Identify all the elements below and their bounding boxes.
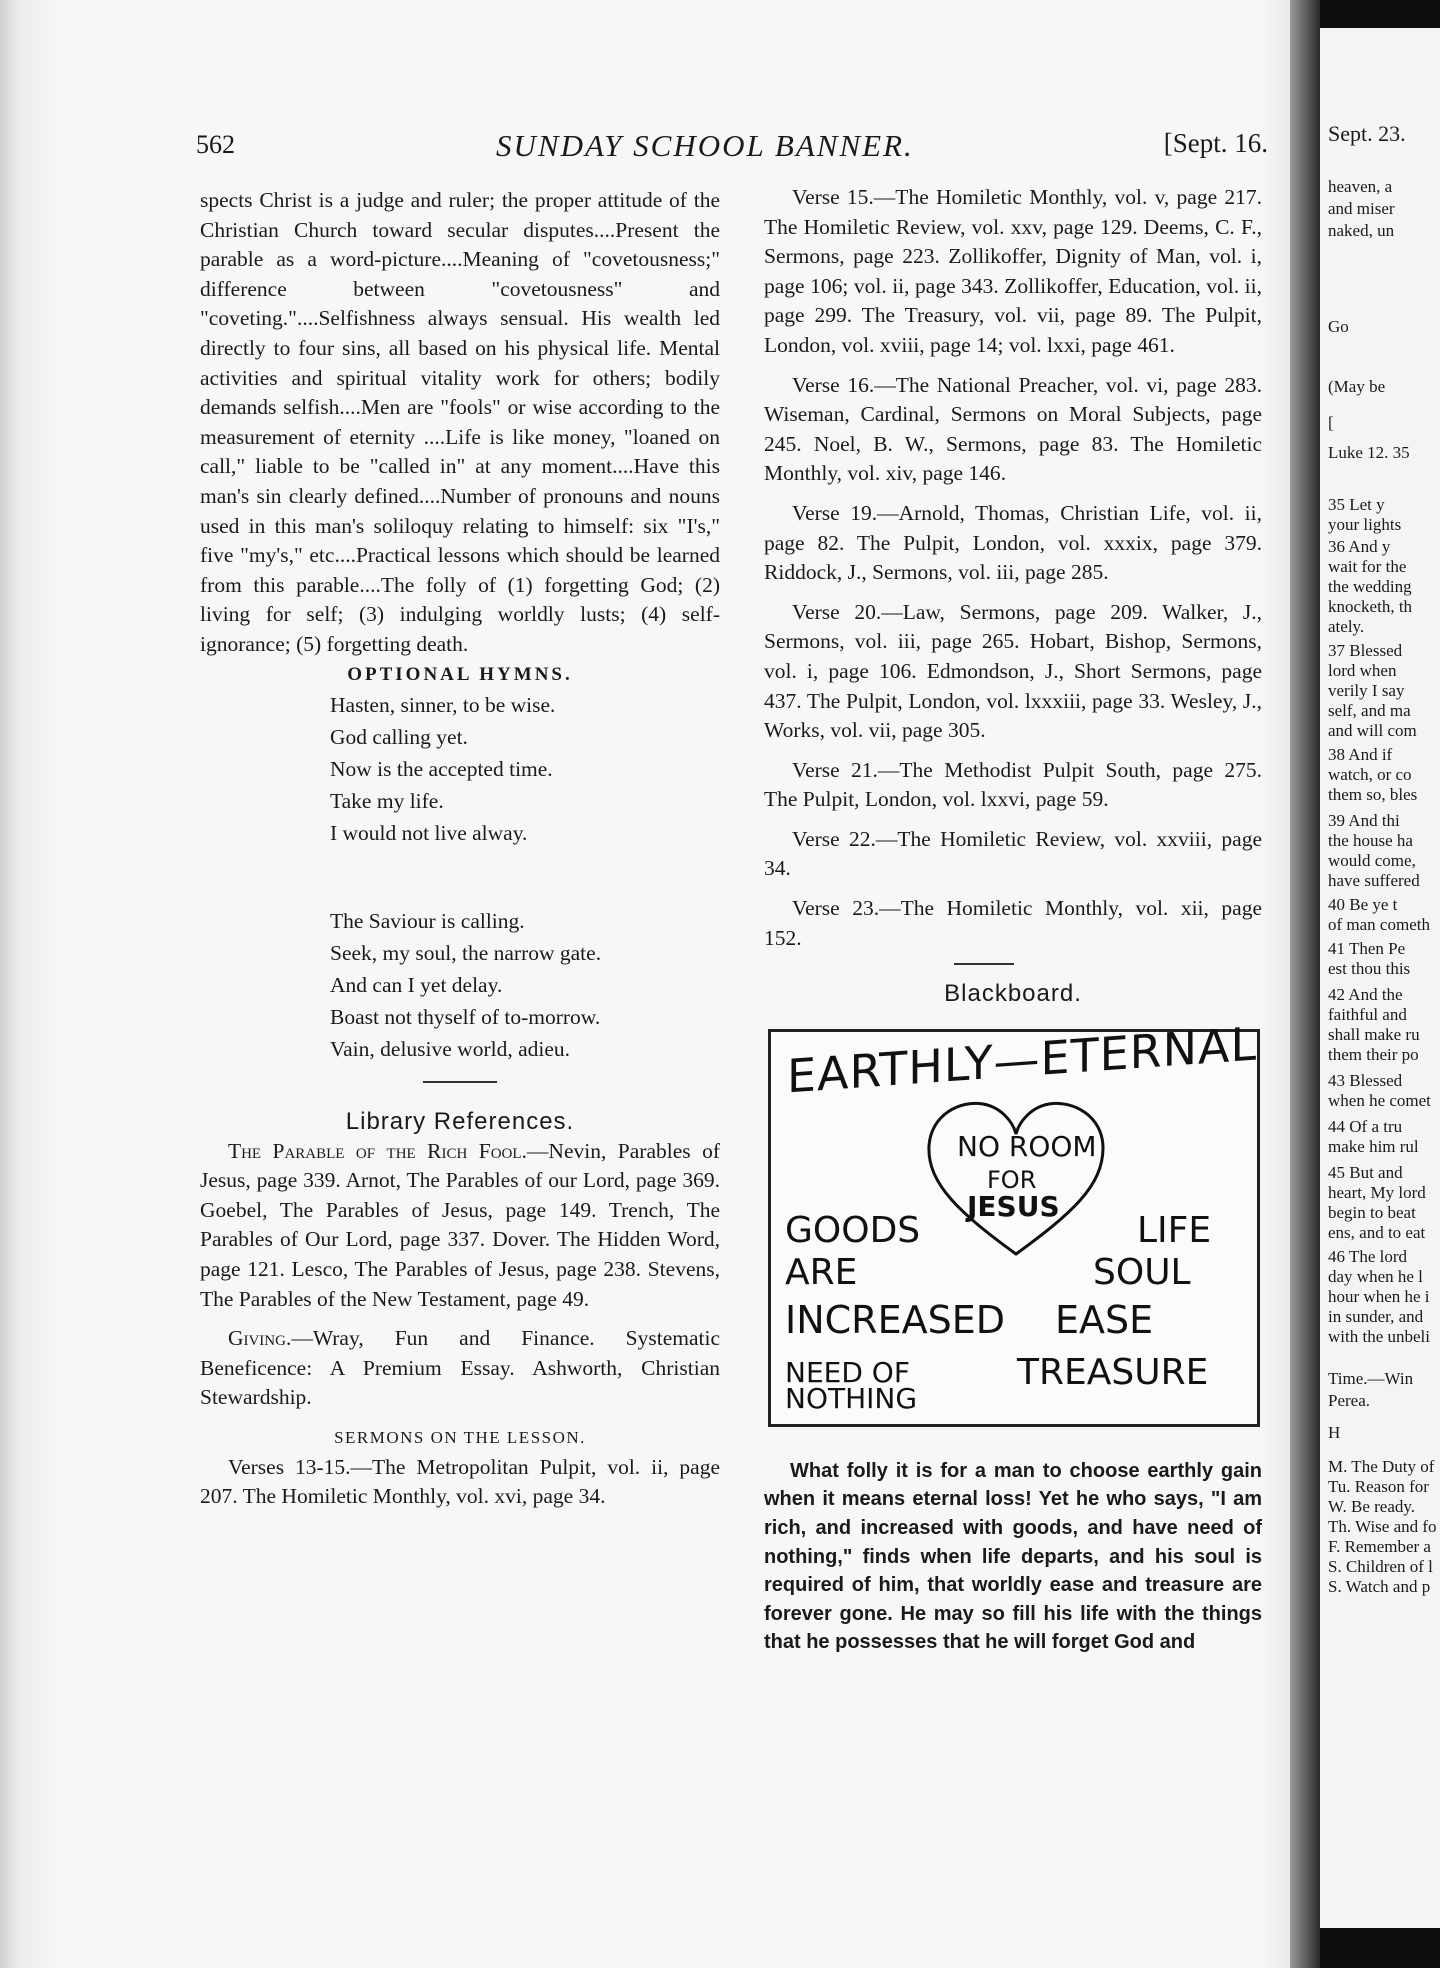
library-heading: Library References. (345, 1108, 575, 1136)
hymn-title: The Saviour is calling. (330, 909, 525, 934)
next-page-line: (May be (1328, 377, 1386, 396)
blackboard-increased: INCREASED (785, 1297, 1005, 1342)
blackboard-goods: GOODS (785, 1209, 921, 1251)
next-page-line: make him rul (1328, 1137, 1419, 1156)
next-page-line: and miser (1328, 199, 1395, 218)
next-page-line: S. Watch and p (1328, 1577, 1431, 1596)
next-page-line: verily I say (1328, 681, 1405, 700)
next-page-line: in sunder, and (1328, 1307, 1424, 1326)
next-page-line: of man cometh (1328, 915, 1430, 934)
sermons-heading: SERMONS ON THE LESSON. (334, 1428, 586, 1448)
hymns-heading: OPTIONAL HYMNS. (347, 663, 573, 685)
blackboard-need-of: NEED OF (785, 1355, 910, 1389)
next-page-line: your lights (1328, 515, 1402, 534)
verse-reference: Verse 22.—The Homiletic Review, vol. xxviii, page 34. (764, 826, 1262, 881)
hymn-title: Take my life. (330, 789, 444, 814)
next-page-line: shall make ru (1328, 1025, 1420, 1044)
blackboard-nothing: NOTHING (785, 1381, 918, 1415)
next-page-line: lord when (1328, 661, 1397, 680)
next-page-line: 43 Blessed (1328, 1071, 1403, 1090)
next-page-line: them their po (1328, 1045, 1419, 1064)
next-page-line: 40 Be ye t (1328, 895, 1398, 914)
hymn-list-2 (330, 905, 720, 1065)
parable-references (200, 1137, 720, 1315)
next-page-line: est thou this (1328, 959, 1411, 978)
next-page-line: faithful and (1328, 1005, 1407, 1024)
blackboard-are: ARE (785, 1251, 858, 1293)
next-page-line: W. Be ready. (1328, 1497, 1416, 1516)
next-page-line: would come, (1328, 851, 1416, 870)
verse-references (764, 183, 1262, 953)
verse-reference: Verse 20.—Law, Sermons, page 209. Walker, J., Sermons, vol. iii, page 265. Hobart, Bishop, Sermons, vol. i, page 106. Edmondson, J., Short Sermons, page 437. The Pulpit, London, vol. lxxxiii, page 33. Wesley, J., Works, vol. vii, page 305. (764, 599, 1262, 743)
hymn-title: And can I yet delay. (330, 973, 503, 998)
lesson-notes: spects Christ is a judge and ruler; the proper attitude of the Christian Church toward secular disputes....Present the parable as a word-picture....Meaning of "covetousness;" difference between "covetousness" and "coveting."....Selfishness always sensual. His wealth led directly to four sins, all based on his physical life. Mental activities and spiritual vitality work for others; bodily demands selfish....Men are "fools" or wise according to the measurement of eternity ....Life is like money, "loaned on call," liable to be "called in" at any moment....Have this man's sin clearly defined....Number of pronouns and nouns used in this man's soliloquy relating to himself: six "I's," five "my's," etc....Practical lessons which should be learned from this parable....The folly of (1) forgetting God; (2) living for self; (3) indulging worldly lusts; (4) self-ignorance; (5) forgetting death. (200, 188, 720, 656)
hymn-title: Vain, delusive world, adieu. (330, 1037, 571, 1062)
next-page-line: 35 Let y (1328, 495, 1385, 514)
next-page-line: the wedding (1328, 577, 1412, 596)
verse-reference: Verse 19.—Arnold, Thomas, Christian Life, vol. ii, page 82. The Pulpit, London, vol. xxxix, page 379. Riddock, J., Sermons, vol. iii, page 285. (764, 500, 1262, 585)
next-page-line: Go (1328, 317, 1349, 336)
hymn-title: God calling yet. (330, 725, 468, 750)
next-page-line: Time.—Win (1328, 1369, 1414, 1388)
next-page-line: wait for the (1328, 557, 1407, 576)
next-page-line: them so, bles (1328, 785, 1418, 804)
next-page-line: ately. (1328, 617, 1365, 636)
divider (423, 1081, 497, 1083)
next-page-line: heaven, a (1328, 177, 1393, 196)
verse-reference: Verse 16.—The National Preacher, vol. vi, page 283. Wiseman, Cardinal, Sermons on Moral Subjects, page 245. Noel, B. W., Sermons, page 83. The Homiletic Monthly, vol. xiv, page 146. (764, 372, 1262, 486)
next-page-line: when he comet (1328, 1091, 1431, 1110)
next-page-line: self, and ma (1328, 701, 1411, 720)
heart-line-1: NO ROOM (957, 1129, 1097, 1163)
next-page-line: the house ha (1328, 831, 1413, 850)
next-page-line: day when he l (1328, 1267, 1423, 1286)
hymn-title: Seek, my soul, the narrow gate. (330, 941, 602, 966)
hymn-title: Now is the accepted time. (330, 757, 553, 782)
next-page-line: 46 The lord (1328, 1247, 1408, 1266)
blackboard-soul: SOUL (1093, 1251, 1191, 1293)
blackboard-diagram (768, 1016, 1260, 1427)
page-number: 562 (196, 130, 235, 159)
parable-label: The Parable of the Rich Fool. (227, 1138, 527, 1163)
heart-line-2: FOR (987, 1165, 1037, 1194)
next-page-line: heart, My lord (1328, 1183, 1426, 1202)
hymn-title: Boast not thyself of to-morrow. (330, 1005, 601, 1030)
blackboard-heading: Blackboard. (944, 980, 1082, 1008)
next-page-line: Luke 12. 35 (1328, 443, 1410, 462)
next-page-line: [ (1328, 413, 1334, 432)
next-page-line: Perea. (1328, 1391, 1371, 1410)
verses-13-15-references: Verses 13-15.—The Metropolitan Pulpit, vol. ii, page 207. The Homiletic Monthly, vol. xvi, page 34. (200, 1454, 720, 1509)
next-page-edge (1320, 28, 1440, 1928)
giving-label: Giving. (227, 1326, 292, 1351)
verse-reference: Verse 21.—The Methodist Pulpit South, page 275. The Pulpit, London, vol. lxxvi, page 59. (764, 757, 1262, 812)
blackboard-title: EARTHLY—ETERNAL (787, 1016, 1258, 1104)
next-page-line: 42 And the (1328, 985, 1403, 1004)
left-column (200, 186, 720, 1512)
right-column (764, 183, 1262, 1657)
next-page-line: M. The Duty of (1328, 1457, 1435, 1476)
blackboard-treasure: TREASURE (1017, 1351, 1209, 1393)
page-date: [Sept. 16. (1163, 128, 1268, 158)
hymn-title: I would not live alway. (330, 821, 528, 846)
next-page-line: 45 But and (1328, 1163, 1403, 1182)
blackboard-ease: EASE (1055, 1297, 1154, 1342)
next-page-line: H (1328, 1423, 1341, 1442)
next-page-line: Th. Wise and fo (1328, 1517, 1437, 1536)
blackboard-life: LIFE (1137, 1209, 1212, 1251)
next-page-line: naked, un (1328, 221, 1395, 240)
next-page-line: S. Children of l (1328, 1557, 1433, 1576)
next-page-line: ens, and to eat (1328, 1223, 1426, 1242)
hymn-title: Hasten, sinner, to be wise. (330, 693, 556, 718)
next-page-line: Sept. 23. (1328, 121, 1406, 146)
next-page-line: begin to beat (1328, 1203, 1416, 1222)
parable-text: —Nevin, Parables of Jesus, page 339. Arnot, The Parables of our Lord, page 369. Goebel, The Parables of Jesus, page 149. Trench, The Parables of Our Lord, page 337. Dover. The Hidden Word, page 121. Lesco, The Parables of Jesus, page 238. Stevens, The Parables of the New Testament, page 49. (200, 1138, 720, 1311)
next-page-line: 38 And if (1328, 745, 1393, 764)
next-page-line: have suffered (1328, 871, 1420, 890)
next-page-line: with the unbeli (1328, 1327, 1430, 1346)
next-page-line: and will com (1328, 721, 1417, 740)
next-page-line: 44 Of a tru (1328, 1117, 1403, 1136)
book-gutter (1290, 0, 1320, 1968)
next-page-line: Tu. Reason for (1328, 1477, 1429, 1496)
next-page-line: 39 And thi (1328, 811, 1400, 830)
next-page-line: 41 Then Pe (1328, 939, 1406, 958)
next-page-line: knocketh, th (1328, 597, 1413, 616)
blackboard-explanation: What folly it is for a man to choose earthly gain when it means eternal loss! Yet he who says, "I am rich, and increased with goods, and have need of nothing," finds when life departs, and his soul is required of him, that worldly ease and treasure are forever gone. He may so fill his life with the things that he possesses that he will forget God and (764, 1459, 1262, 1654)
next-page-line: 36 And y (1328, 537, 1391, 556)
next-page-line: hour when he i (1328, 1287, 1430, 1306)
page-header (196, 130, 1268, 170)
giving-text: —Wray, Fun and Finance. Systematic Beneficence: A Premium Essay. Ashworth, Christian Stewardship. (200, 1326, 720, 1410)
page-title: SUNDAY SCHOOL BANNER. (496, 128, 914, 163)
hymn-list-1 (330, 689, 720, 849)
next-page-line: F. Remember a (1328, 1537, 1431, 1556)
heart-line-3: JESUS (967, 1189, 1060, 1223)
giving-references (200, 1324, 720, 1413)
next-page-line: watch, or co (1328, 765, 1412, 784)
divider (954, 963, 1014, 965)
verse-reference: Verse 15.—The Homiletic Monthly, vol. v, page 217. The Homiletic Review, vol. xxv, page 129. Deems, C. F., Sermons, page 223. Zollikoffer, Dignity of Man, vol. i, page 106; vol. ii, page 343. Zollikoffer, Education, vol. ii, page 299. The Treasury, vol. vii, page 89. The Pulpit, London, vol. xviii, page 14; vol. lxxi, page 461. (764, 185, 1262, 357)
verse-reference: Verse 23.—The Homiletic Monthly, vol. xii, page 152. (764, 896, 1262, 950)
next-page-line: 37 Blessed (1328, 641, 1403, 660)
